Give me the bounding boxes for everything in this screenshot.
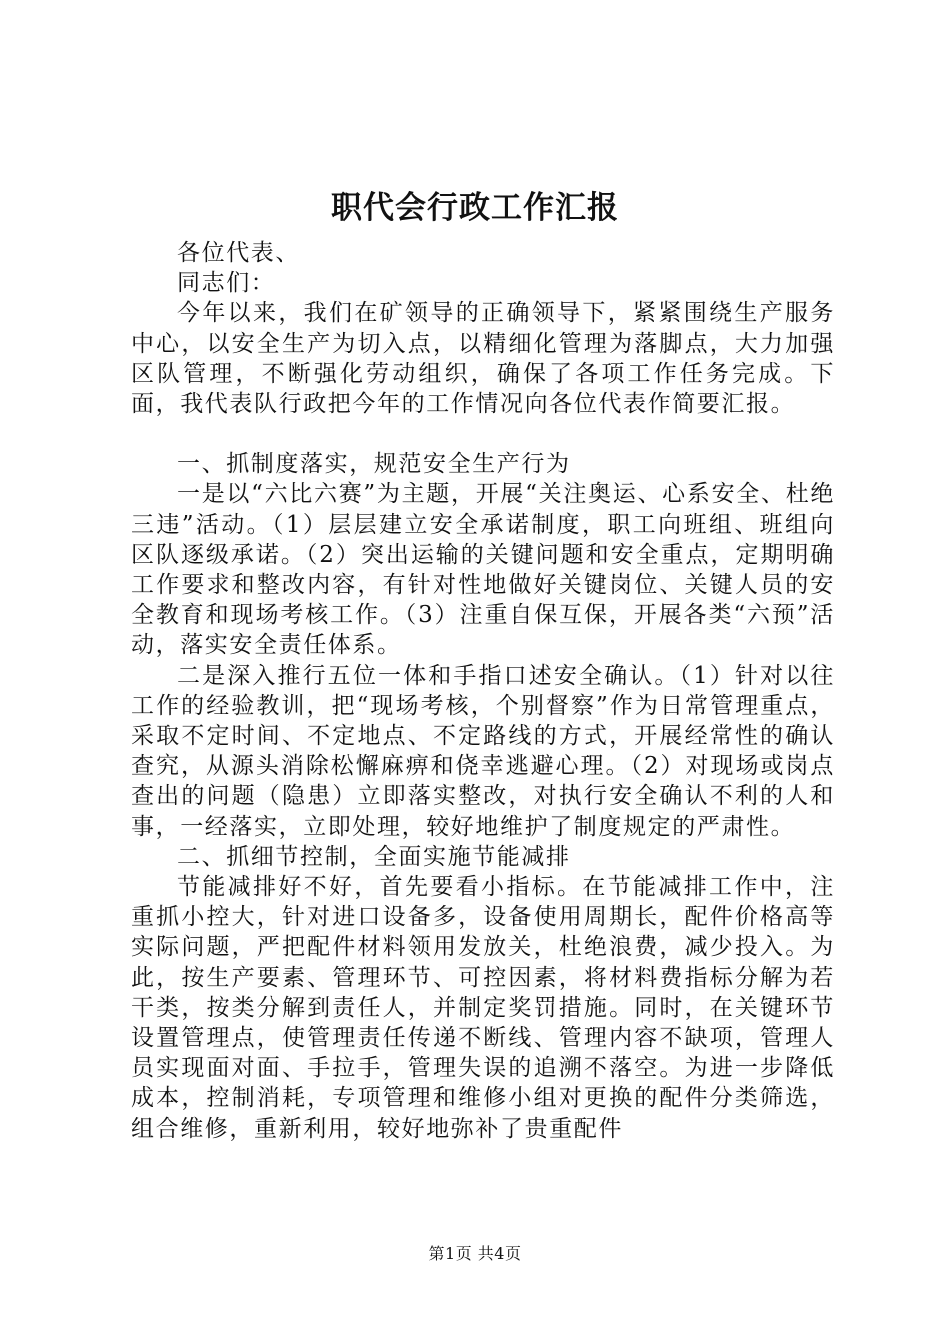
document-body [131,238,835,1144]
intro-paragraph: 今年以来，我们在矿领导的正确领导下，紧紧围绕生产服务中心，以安全生产为切入点，以精细化管理为落脚点，大力加强区队管理，不断强化劳动组织，确保了各项工作任务完成。下面，我代表队行政把今年的工作情况向各位代表作简要汇报。 [131,300,835,418]
section-1-heading: 一、抓制度落实，规范安全生产行为 [177,451,571,478]
section-1-paragraph-1: 一是以“六比六赛”为主题，开展“关注奥运、心系安全、杜绝三违”活动。（1）层层建立安全承诺制度，职工向班组、班组向区队逐级承诺。（2）突出运输的关键问题和安全重点，定期明确工作要求和整改内容，有针对性地做好关键岗位、关键人员的安全教育和现场考核工作。（3）注重自保互保，开展各类“六预”活动，落实安全责任体系。 [131,481,835,659]
salutation-line-1: 各位代表、 [177,240,300,266]
section-2-heading: 二、抓细节控制，全面实施节能减排 [177,843,571,870]
section-1-paragraph-2: 二是深入推行五位一体和手指口述安全确认。（1）针对以往工作的经验教训，把“现场考核，个别督察”作为日常管理重点，采取不定时间、不定地点、不定路线的方式，开展经常性的确认查究，从源头消除松懈麻痹和侥幸逃避心理。（2）对现场或岗点查出的问题（隐患）立即落实整改，对执行安全确认不利的人和事，一经落实，立即处理，较好地维护了制度规定的严肃性。 [131,662,835,840]
page-footer: 第1页 共4页 [428,1244,522,1263]
salutation-line-2: 同志们： [177,270,276,297]
document-title: 职代会行政工作汇报 [331,190,619,226]
section-2-paragraph-1: 节能减排好不好，首先要看小指标。在节能减排工作中，注重抓小控大，针对进口设备多，设备使用周期长，配件价格高等实际问题，严把配件材料领用发放关，杜绝浪费，减少投入。为此，按生产要素、管理环节、可控因素，将材料费指标分解为若干类，按类分解到责任人，并制定奖罚措施。同时，在关键环节设置管理点，使管理责任传递不断线、管理内容不缺项，管理人员实现面对面、手拉手，管理失误的追溯不落空。为进一步降低成本，控制消耗，专项管理和维修小组对更换的配件分类筛选，组合维修，重新利用，较好地弥补了贵重配件 [131,874,835,1142]
